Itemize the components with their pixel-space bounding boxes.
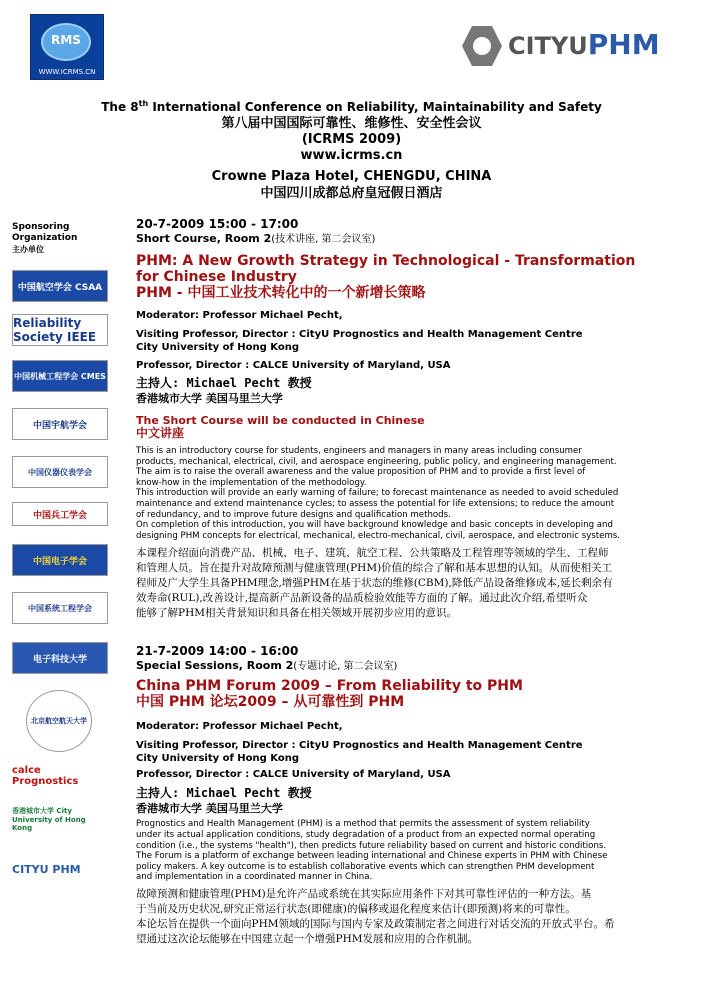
venue-cn: 中国四川成都总府皇冠假日酒店 <box>260 186 443 201</box>
session2-title-cn: 中国 PHM 论坛2009 – 从可靠性到 PHM <box>136 694 405 711</box>
session1-title-en-1: PHM: A New Growth Strategy in Technological - Transformation <box>136 253 636 269</box>
session2-moderator: Moderator: Professor Michael Pecht, <box>136 721 343 733</box>
session2-univ-cn: 香港城市大学 美国马里兰大学 <box>136 802 283 816</box>
sponsor-logo-electronics: 中国电子学会 <box>12 544 108 576</box>
sponsor-title-cn: 主办单位 <box>12 245 44 254</box>
sponsor-logo-instrument: 中国仪器仪表学会 <box>12 456 108 488</box>
session1-visiting-2: City University of Hong Kong <box>136 342 300 353</box>
session1-host-cn: 主持人: Michael Pecht 教授 <box>136 376 312 390</box>
sponsor-sidebar <box>12 222 122 876</box>
session2-visiting-2: City University of Hong Kong <box>136 753 300 765</box>
sponsor-logo-uestc: 电子科技大学 <box>12 642 108 674</box>
conference-title-cn: 第八届中国国际可靠性、维修性、安全性会议 <box>221 116 482 131</box>
program-content <box>136 216 692 947</box>
session1-language-en: The Short Course will be conducted in Chinese <box>136 414 425 427</box>
conference-website: www.icrms.cn <box>300 148 403 163</box>
venue: Crowne Plaza Hotel, CHENGDU, CHINA <box>211 169 492 184</box>
session1-title-cn: PHM - 中国工业技术转化中的一个新增长策略 <box>136 285 426 301</box>
session2-datetime: 21-7-2009 14:00 - 16:00 <box>136 644 299 659</box>
session1-professor: Professor, Director : CALCE University of Maryland, USA <box>136 360 451 371</box>
session1-datetime: 20-7-2009 15:00 - 17:00 <box>136 217 299 231</box>
sponsor-logo-buaa: 北京航空航天大学 <box>26 690 92 752</box>
session2-host-cn: 主持人: Michael Pecht 教授 <box>136 786 312 801</box>
session1-univ-cn: 香港城市大学 美国马里兰大学 <box>136 392 283 405</box>
session2-title-en: China PHM Forum 2009 – From Reliability to PHM <box>136 678 523 695</box>
cityu-phm-wordmark: CITYUPHM <box>508 28 660 61</box>
cityu-hexagon-icon <box>462 26 502 66</box>
rms-logo-url: WWW.ICRMS.CN <box>38 68 96 76</box>
sponsor-logo-ordnance: 中国兵工学会 <box>12 502 108 526</box>
sponsor-logo-cityu-phm: CITYU PHM <box>12 862 81 876</box>
sponsor-logo-calce: calce Prognostics <box>12 765 79 787</box>
sponsor-logo-csaa: 中国航空学会 CSAA <box>12 270 108 302</box>
session1-room: Short Course, Room 2(技术讲座, 第二会议室) <box>136 232 376 245</box>
sponsor-logo-csa: 中国宇航学会 <box>12 408 108 440</box>
cityu-phm-logo <box>460 24 680 70</box>
sponsor-title-1: Sponsoring <box>12 222 70 232</box>
sponsor-logo-cmes: 中国机械工程学会 CMES <box>12 360 108 392</box>
session2-visiting-1: Visiting Professor, Director : CityU Prognostics and Health Management Centre <box>136 740 583 752</box>
conference-acronym: (ICRMS 2009) <box>301 132 402 147</box>
session2-professor: Professor, Director : CALCE University of Maryland, USA <box>136 769 451 781</box>
sponsor-logo-cityu: 香港城市大学 City University of Hong Kong <box>12 807 86 832</box>
conference-title: The 8th International Conference on Reliability, Maintainability and Safety <box>101 99 602 114</box>
session1-moderator: Moderator: Professor Michael Pecht, <box>136 310 343 321</box>
session1-visiting-1: Visiting Professor, Director : CityU Prognostics and Health Management Centre <box>136 329 583 340</box>
conference-header <box>0 96 703 202</box>
sponsor-logo-ieee: Reliability Society IEEE <box>12 314 108 346</box>
session1-title-en-2: for Chinese Industry <box>136 269 297 285</box>
session2-description-en: Prognostics and Health Management (PHM) is a method that permits the assessment of system reliability under its actual application conditions, study degradation of a product from an expected normal operating condition (i.e., the systems "health"), then predicts future reliability based on current and historic conditions. The Forum is a platform of exchange between leading international and Chinese experts in PHM with Chinese policy makers. A key outcome is to establish collaborative events which can strengthen PHM development and implementation in a coordinated manner in China. <box>136 819 608 883</box>
icrms-logo <box>30 14 104 80</box>
session2-room: Special Sessions, Room 2(专题讨论, 第二会议室) <box>136 659 398 673</box>
sponsor-title-2: Organization <box>12 233 78 243</box>
sponsor-logo-systems: 中国系统工程学会 <box>12 592 108 624</box>
session2-description-cn: 故障预测和健康管理(PHM)是允许产品或系统在其实际应用条件下对其可靠性评估的一种方法。基 于当前及历史状况,研究正常运行状态(即健康)的偏移或退化程度来估计(即预测)将来的可靠性。 本论坛旨在提供一个面向PHM领域的国际与国内专家及政策制定者之间进行对话交流的开放式平台。希 望通过这次论坛能够在中国建立起一个增强PHM发展和应用的合作机制。 <box>136 887 615 945</box>
session1-language-cn: 中文讲座 <box>136 426 185 440</box>
rms-logo-text: RMS <box>51 33 81 47</box>
session1-description-cn: 本课程介绍面向消费产品、机械、电子、建筑、航空工程、公共策略及工程管理等领域的学生、工程师 和管理人员。旨在提升对故障预测与健康管理(PHM)价值的综合了解和基本思想的认知。从而使相关工 程师及广大学生具备PHM理念,增强PHM在基于状态的维修(CBM),降低产品设备维修成本,延长剩余有 效寿命(RUL),改善设计,提高新产品新设备的品质检验效能等方面的了解。通过此次介绍,希望听众 能够了解PHM相关背景知识和具备在相关领域开展初步应用的意识。 <box>136 547 613 620</box>
session1-description-en: This is an introductory course for students, engineers and managers in many areas including consumer products, mechanical, electrical, civil, and aerospace engineering, public policy, and engineering management. The aim is to raise the overall awareness and the value proposition of PHM and to provide a first level of know-how in the implementation of the methodology. This introduction will provide an early warning of failure; to forecast maintenance as needed to avoid scheduled maintenance and extend maintenance cycles; to assess the potential for life extensions; to reduce the amount of redundancy, and to improve future designs and qualification methods. On completion of this introduction, you will have background knowledge and basic concepts in developing and designing PHM concepts for electrical, mechanical, electro-mechanical, civil, aerospace, and electronic systems. <box>136 446 621 541</box>
